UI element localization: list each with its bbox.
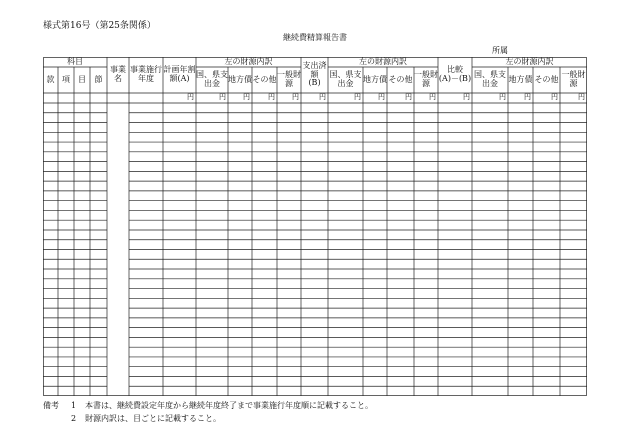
unit-yen: 円 [405, 93, 412, 101]
note-number: 2 [71, 414, 77, 423]
unit-yen: 円 [187, 93, 194, 101]
table-grid [43, 57, 587, 396]
header-project: 事業名 [110, 65, 126, 83]
header-kan: 款 [46, 74, 55, 84]
header-local-bond-3: 地方債 [508, 74, 533, 84]
header-local-bond-2: 地方債 [363, 74, 387, 84]
header-general-2: 一般財 源 [414, 70, 438, 88]
note-number: 1 [71, 401, 77, 410]
note-lead: 備考 [43, 401, 59, 410]
unit-yen: 円 [429, 93, 436, 101]
note-item [43, 415, 373, 428]
header-funding-3: 左の財源内訳 [505, 56, 554, 66]
unit-yen: 円 [219, 93, 226, 101]
note-text: 本書は、継続費設定年度から継続年度終了まで事業施行年度順に記載すること。 [85, 401, 373, 410]
unit-yen: 円 [463, 93, 470, 101]
unit-yen: 円 [378, 93, 385, 101]
unit-yen: 円 [524, 93, 531, 101]
header-funding-1: 左の財源内訳 [224, 56, 273, 66]
affiliation-label: 所属 [492, 46, 508, 55]
header-subject: 科目 [67, 56, 83, 66]
unit-yen: 円 [243, 93, 250, 101]
unit-yen: 円 [319, 93, 326, 101]
header-other-3: その他 [534, 74, 559, 84]
header-diff: 比較 (A)－(B) [438, 65, 472, 83]
header-plan-amount: 計画年割 額(A) [163, 65, 196, 83]
header-national-1: 国、県支 出金 [196, 70, 228, 88]
unit-yen: 円 [292, 93, 299, 101]
header-other-1: その他 [252, 74, 277, 84]
unit-yen: 円 [499, 93, 506, 101]
header-setsu: 節 [94, 74, 103, 84]
remarks [43, 402, 373, 428]
unit-yen: 円 [268, 93, 275, 101]
form-number: 様式第16号（第25条関係） [43, 21, 156, 31]
header-general-3: 一般財 源 [561, 70, 586, 88]
header-moku: 目 [78, 74, 86, 84]
note-text: 財源内訳は、目ごとに記載すること。 [85, 414, 221, 423]
header-kou: 項 [62, 74, 70, 84]
header-year: 事業施行 年度 [130, 65, 162, 83]
unit-yen: 円 [354, 93, 361, 101]
header-local-bond-1: 地方債 [228, 74, 252, 84]
header-funding-2: 左の財源内訳 [359, 56, 407, 66]
header-spent: 支出済 額 (B) [302, 60, 327, 88]
header-general-1: 一般財 源 [277, 70, 301, 88]
unit-yen: 円 [551, 93, 558, 101]
header-other-2: その他 [388, 74, 413, 84]
unit-yen: 円 [578, 93, 585, 101]
settlement-table [43, 57, 587, 396]
header-national-2: 国、県支 出金 [329, 70, 362, 88]
document-title: 継続費精算報告書 [283, 33, 347, 42]
header-national-3: 国、県支 出金 [474, 70, 506, 88]
